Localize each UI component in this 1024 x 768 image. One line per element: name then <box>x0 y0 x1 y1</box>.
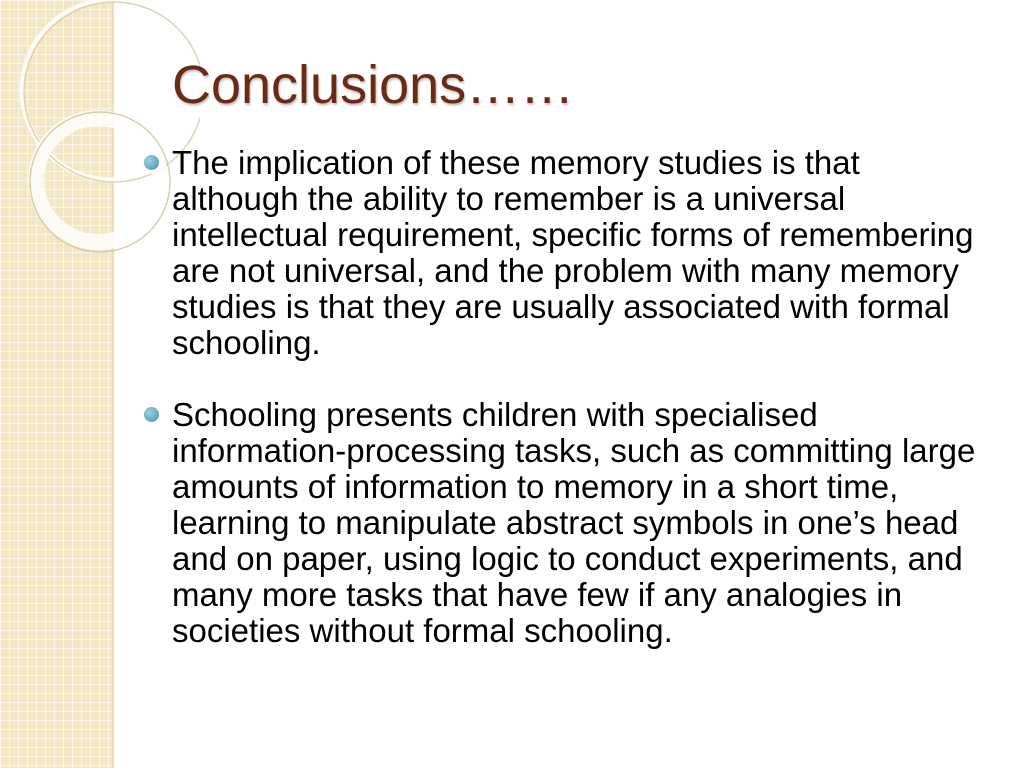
bullet-item <box>142 397 992 649</box>
side-panel-edge <box>112 0 115 768</box>
bullet-text: The implication of these memory studies is that although the ability to remember is a universal intellectual requirement, specific forms of remembering are not universal, and the problem with many memory studies is that they are usually associated with formal schooling. <box>172 144 974 361</box>
decorative-side-panel <box>0 0 112 768</box>
bullet-item <box>142 145 992 361</box>
bullet-icon <box>144 155 159 170</box>
bullet-text: Schooling presents children with specialised information-processing tasks, such as committing large amounts of information to memory in a short time, learning to manipulate abstract symbols in one’s head and on paper, using logic to conduct experiments, and many more tasks that have few if any analogies in societies without formal schooling. <box>172 396 976 649</box>
bullet-list <box>142 145 992 685</box>
slide-title: Conclusions…… <box>172 55 575 115</box>
bullet-icon <box>144 407 159 422</box>
